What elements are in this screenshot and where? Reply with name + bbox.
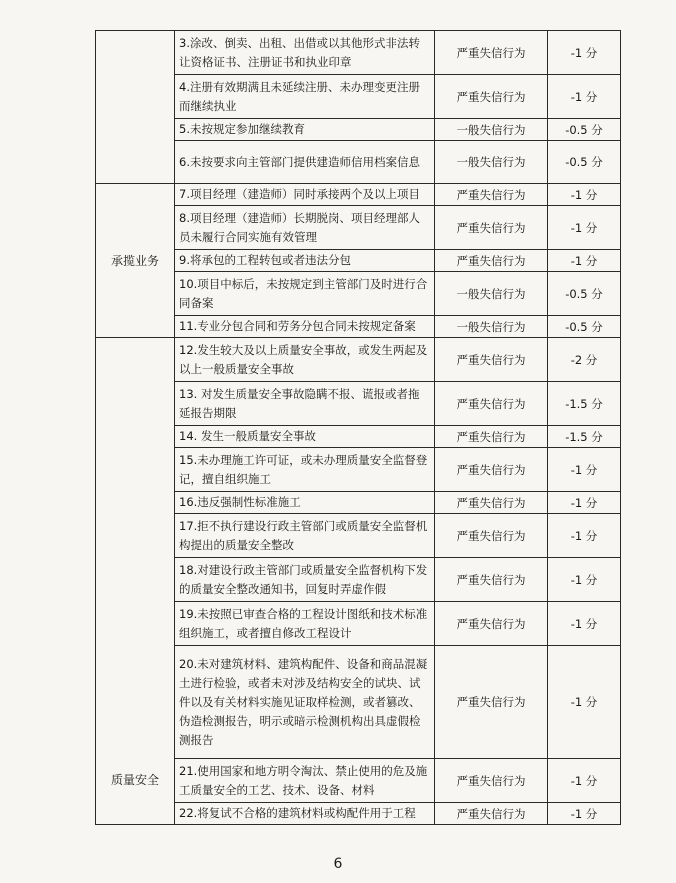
row-description: 19.未按照已审查合格的工程设计图纸和技术标准组织施工，或者擅自修改工程设计 <box>175 602 435 646</box>
category-cell-blank <box>96 31 175 184</box>
row-level: 严重失信行为 <box>435 382 548 426</box>
row-description: 11.专业分包合同和劳务分包合同未按规定备案 <box>175 316 435 338</box>
table-row <box>96 426 621 448</box>
category-cell <box>96 184 175 338</box>
row-score: -0.5 分 <box>548 119 621 141</box>
row-description: 8.项目经理（建造师）长期脱岗、项目经理部人员未履行合同实施有效管理 <box>175 206 435 250</box>
row-level: 严重失信行为 <box>435 602 548 646</box>
table-row <box>96 514 621 558</box>
row-level: 严重失信行为 <box>435 31 548 75</box>
row-score: -1 分 <box>548 759 621 803</box>
row-description: 9.将承包的工程转包或者违法分包 <box>175 250 435 272</box>
row-description: 4.注册有效期满且未延续注册、未办理变更注册而继续执业 <box>175 75 435 119</box>
row-description: 16.违反强制性标准施工 <box>175 492 435 514</box>
table-row <box>96 141 621 184</box>
row-score: -1 分 <box>548 448 621 492</box>
row-level: 严重失信行为 <box>435 492 548 514</box>
table-row <box>96 272 621 316</box>
row-description: 7.项目经理（建造师）同时承接两个及以上项目 <box>175 184 435 206</box>
row-level: 严重失信行为 <box>435 250 548 272</box>
row-description: 14. 发生一般质量安全事故 <box>175 426 435 448</box>
row-description: 17.拒不执行建设行政主管部门或质量安全监督机构提出的质量安全整改 <box>175 514 435 558</box>
table-row <box>96 448 621 492</box>
table-row <box>96 206 621 250</box>
row-level: 严重失信行为 <box>435 426 548 448</box>
row-description: 5.未按规定参加继续教育 <box>175 119 435 141</box>
row-level: 严重失信行为 <box>435 184 548 206</box>
row-description: 3.涂改、倒卖、出租、出借或以其他形式非法转让资格证书、注册证书和执业印章 <box>175 31 435 75</box>
credit-evaluation-table <box>95 30 621 825</box>
row-level: 严重失信行为 <box>435 338 548 382</box>
table-row <box>96 75 621 119</box>
row-level: 严重失信行为 <box>435 646 548 759</box>
table-row <box>96 31 621 75</box>
row-score: -1 分 <box>548 206 621 250</box>
row-score: -1 分 <box>548 492 621 514</box>
table-row <box>96 492 621 514</box>
row-description: 12.发生较大及以上质量安全事故，或发生两起及以上一般质量安全事故 <box>175 338 435 382</box>
row-description: 13. 对发生质量安全事故隐瞒不报、谎报或者拖延报告期限 <box>175 382 435 426</box>
row-score: -1 分 <box>548 646 621 759</box>
row-score: -1 分 <box>548 803 621 825</box>
row-score: -1 分 <box>548 558 621 602</box>
row-level: 一般失信行为 <box>435 316 548 338</box>
row-level: 一般失信行为 <box>435 141 548 184</box>
page-number: 6 <box>333 856 343 872</box>
row-level: 严重失信行为 <box>435 514 548 558</box>
row-level: 严重失信行为 <box>435 448 548 492</box>
table-row <box>96 646 621 759</box>
row-description: 6.未按要求向主管部门提供建造师信用档案信息 <box>175 141 435 184</box>
row-description: 21.使用国家和地方明令淘汰、禁止使用的危及施工质量安全的工艺、技术、设备、材料 <box>175 759 435 803</box>
row-score: -1 分 <box>548 184 621 206</box>
table-row <box>96 382 621 426</box>
row-score: -1 分 <box>548 250 621 272</box>
row-level: 一般失信行为 <box>435 119 548 141</box>
category-label: 质量安全 <box>110 773 159 787</box>
row-description: 15.未办理施工许可证，或未办理质量安全监督登记，擅自组织施工 <box>175 448 435 492</box>
table-row <box>96 184 621 206</box>
row-score: -1 分 <box>548 31 621 75</box>
row-score: -2 分 <box>548 338 621 382</box>
table-row <box>96 803 621 825</box>
row-level: 一般失信行为 <box>435 272 548 316</box>
row-level: 严重失信行为 <box>435 558 548 602</box>
row-level: 严重失信行为 <box>435 75 548 119</box>
row-description: 20.未对建筑材料、建筑构配件、设备和商品混凝土进行检验，或者未对涉及结构安全的试块、试件以及有关材料实施见证取样检测，或者篡改、伪造检测报告，明示或暗示检测机构出具虚假检测报告 <box>175 646 435 759</box>
table-row <box>96 558 621 602</box>
row-level: 严重失信行为 <box>435 759 548 803</box>
row-score: -0.5 分 <box>548 272 621 316</box>
row-score: -0.5 分 <box>548 141 621 184</box>
table-row <box>96 250 621 272</box>
row-level: 严重失信行为 <box>435 206 548 250</box>
row-description: 18.对建设行政主管部门或质量安全监督机构下发的质量安全整改通知书，回复时弄虚作假 <box>175 558 435 602</box>
category-label: 承揽业务 <box>110 254 159 268</box>
category-cell <box>96 338 175 825</box>
row-score: -0.5 分 <box>548 316 621 338</box>
row-score: -1 分 <box>548 514 621 558</box>
table-row <box>96 759 621 803</box>
row-score: -1 分 <box>548 602 621 646</box>
table-row <box>96 119 621 141</box>
row-score: -1.5 分 <box>548 426 621 448</box>
row-description: 22.将复试不合格的建筑材料或构配件用于工程 <box>175 803 435 825</box>
table-row <box>96 602 621 646</box>
row-description: 10.项目中标后，未按规定到主管部门及时进行合同备案 <box>175 272 435 316</box>
row-score: -1 分 <box>548 75 621 119</box>
row-level: 严重失信行为 <box>435 803 548 825</box>
table-row <box>96 338 621 382</box>
row-score: -1.5 分 <box>548 382 621 426</box>
table-row <box>96 316 621 338</box>
